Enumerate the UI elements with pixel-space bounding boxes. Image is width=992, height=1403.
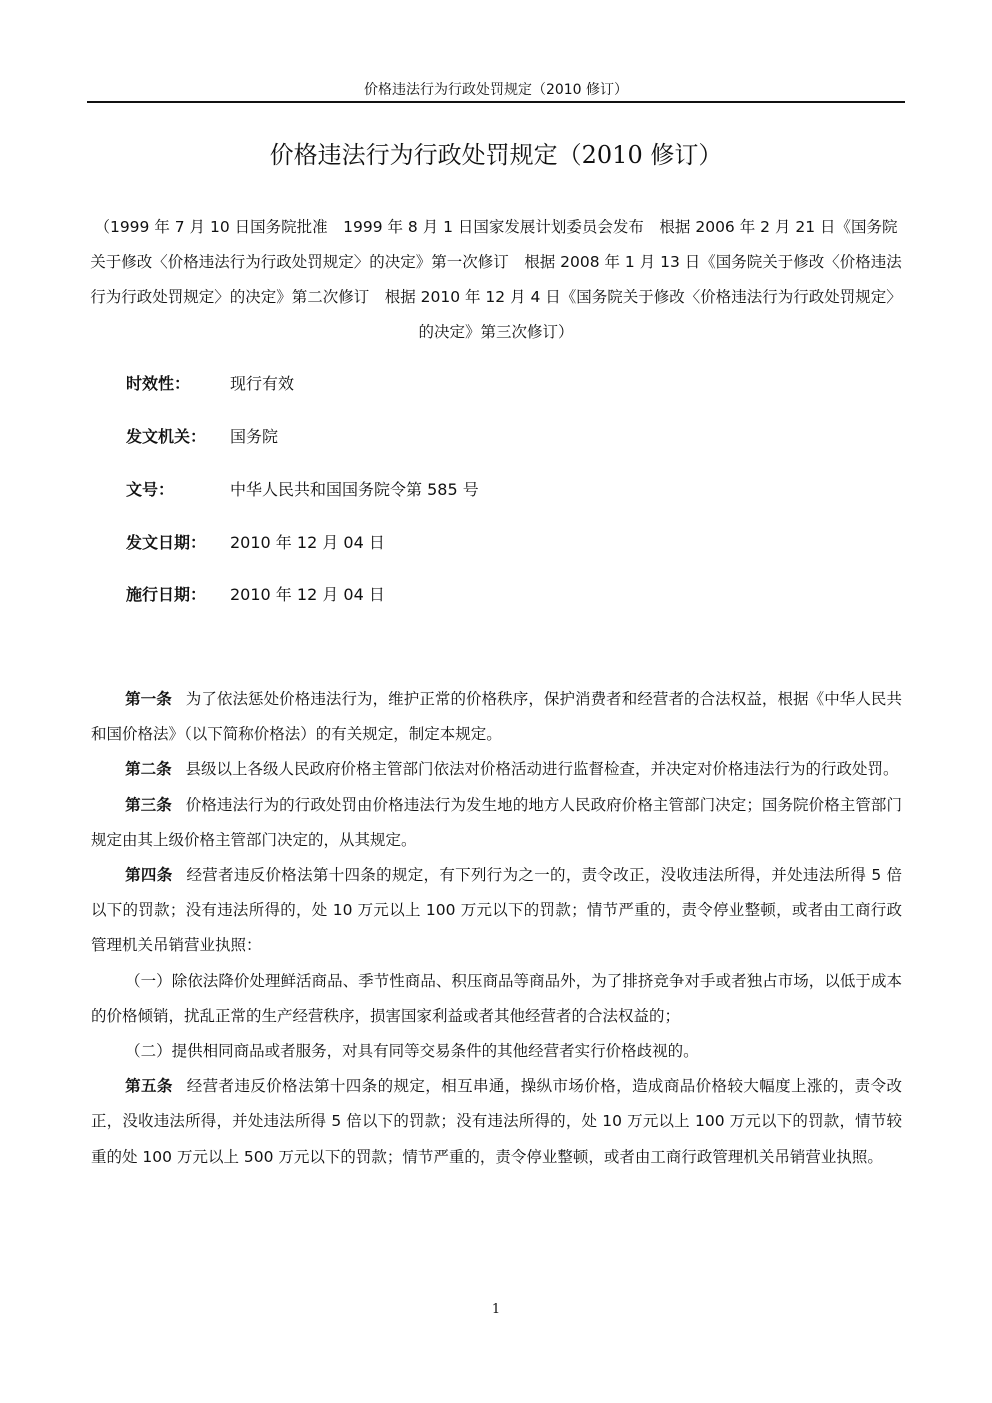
meta-effective-date: [126, 583, 385, 607]
article-text: 价格违法行为的行政处罚由价格违法行为发生地的地方人民政府价格主管部门决定；国务院价格主管部门规定由其上级价格主管部门决定的，从其规定。: [91, 795, 902, 849]
meta-value: 2010 年 12 月 04 日: [230, 585, 385, 604]
article-number: 第四条: [125, 866, 173, 885]
document-subtitle: （1999 年 7 月 10 日国务院批准 1999 年 8 月 1 日国家发展计划委员会发布 根据 2006 年 2 月 21 日《国务院关于修改〈价格违法行为行政处罚规定〉的决定》第一次修订 根据 2008 年 1 月 13 日《国务院关于修改〈价格违法行为行政处罚规定〉的决定》第二次修订 根据 2010 年 12 月 4 日《国务院关于修改〈价格违法行为行政处罚规定〉的决定》第三次修订）: [90, 218, 902, 341]
meta-label: 文号：: [126, 480, 175, 499]
article-text: 经营者违反价格法第十四条的规定，有下列行为之一的，责令改正，没收违法所得，并处违法所得 5 倍以下的罚款；没有违法所得的，处 10 万元以上 100 万元以下的罚款；情节严重的，责令停业整顿，或者由工商行政管理机关吊销营业执照：: [91, 866, 902, 955]
meta-value: 2010 年 12 月 04 日: [230, 533, 385, 552]
page-number: 1: [491, 1302, 501, 1317]
article-number: 第三条: [125, 795, 172, 814]
meta-issue-date: [126, 531, 385, 555]
article-4-item-2: [91, 1034, 902, 1069]
article-number: 第二条: [125, 760, 172, 779]
meta-label: 施行日期：: [126, 585, 207, 604]
meta-value: 中华人民共和国国务院令第 585 号: [230, 480, 479, 499]
article-text: 经营者违反价格法第十四条的规定，相互串通，操纵市场价格，造成商品价格较大幅度上涨的，责令改正，没收违法所得，并处违法所得 5 倍以下的罚款；没有违法所得的，处 10 万元以上 100 万元以下的罚款，情节较重的处 100 万元以上 500 万元以下的罚款；情节严重的，责令停业整顿，或者由工商行政管理机关吊销营业执照。: [91, 1077, 902, 1166]
meta-label: 发文机关：: [126, 427, 207, 446]
meta-value: 国务院: [230, 427, 279, 446]
article-2: [91, 752, 902, 787]
article-text: 县级以上各级人民政府价格主管部门依法对价格活动进行监督检查，并决定对价格违法行为的行政处罚。: [185, 760, 899, 779]
meta-label: 时效性：: [126, 374, 191, 393]
article-number: 第五条: [125, 1077, 173, 1096]
meta-document-number: [126, 478, 479, 502]
meta-value: 现行有效: [230, 374, 295, 393]
running-header: 价格违法行为行政处罚规定（2010 修订）: [363, 82, 629, 98]
header-divider: [87, 101, 905, 103]
article-5: [91, 1069, 902, 1175]
article-item-text: （二）提供相同商品或者服务，对具有同等交易条件的其他经营者实行价格歧视的。: [125, 1042, 699, 1061]
article-text: 为了依法惩处价格违法行为，维护正常的价格秩序，保护消费者和经营者的合法权益，根据《中华人民共和国价格法》（以下简称价格法）的有关规定，制定本规定。: [91, 690, 902, 744]
article-3: [91, 788, 902, 858]
meta-validity: [126, 372, 294, 396]
meta-label: 发文日期：: [126, 533, 207, 552]
article-number: 第一条: [125, 690, 172, 708]
document-body: [91, 682, 902, 1175]
article-4: [91, 858, 902, 964]
meta-issuing-authority: [126, 425, 278, 449]
article-1: [91, 682, 902, 752]
article-4-item-1: [91, 964, 902, 1034]
document-title: 价格违法行为行政处罚规定（2010 修订）: [269, 141, 723, 169]
article-item-text: （一）除依法降价处理鲜活商品、季节性商品、积压商品等商品外，为了排挤竞争对手或者独占市场，以低于成本的价格倾销，扰乱正常的生产经营秩序，损害国家利益或者其他经营者的合法权益的；: [91, 971, 902, 1025]
